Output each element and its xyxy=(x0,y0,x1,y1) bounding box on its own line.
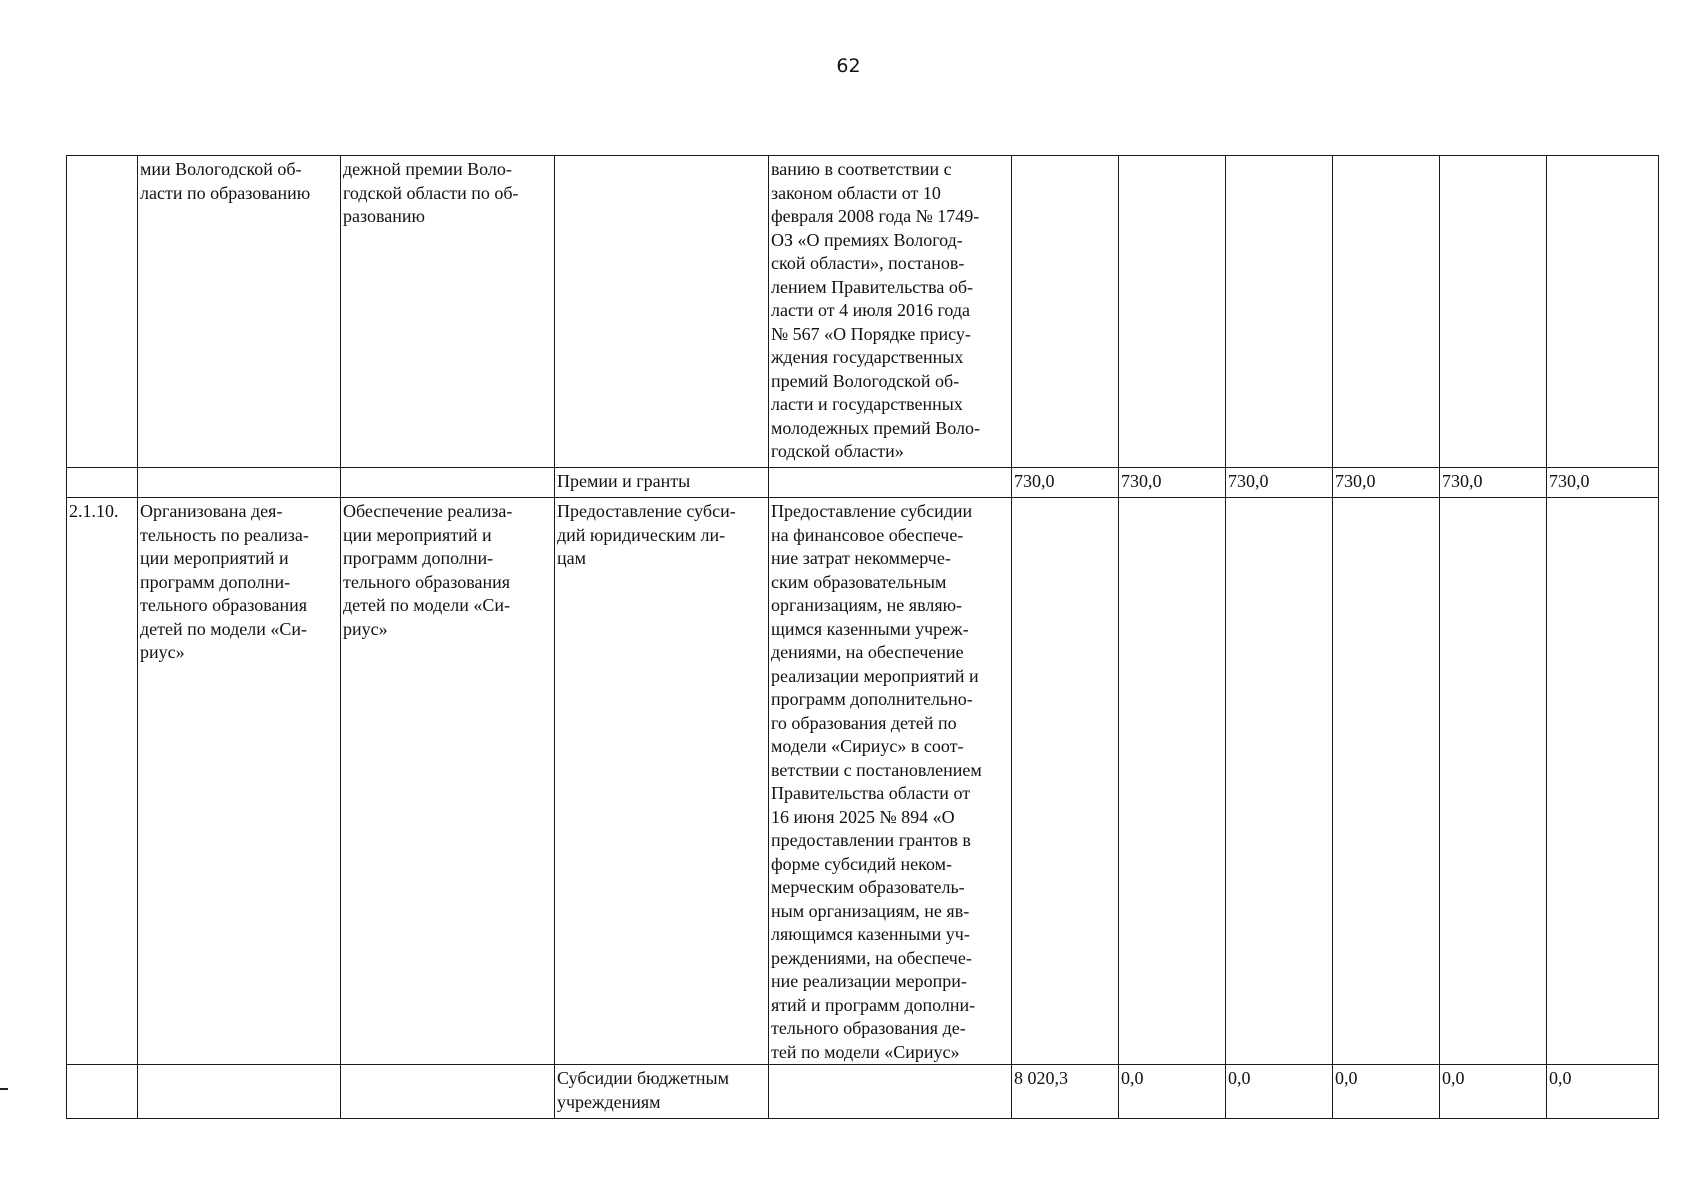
page-number: 62 xyxy=(836,55,861,77)
cell-description: ванию в соответствии с законом области от 10 февраля 2008 года № 1749- ОЗ «О премиях Вологод- ской области», постанов- лением Правительства об- ласти от 4 июля 2016 года № 567 «О Порядке прису- ждения государственных премий Вологодской об- ласти и государственных молодежных премий Воло- годской области» xyxy=(769,156,1012,468)
cell-number xyxy=(67,156,138,468)
cell-amount: 0,0 xyxy=(1547,1065,1659,1119)
scan-mark xyxy=(0,1088,8,1090)
cell-result xyxy=(138,1065,341,1119)
cell-amount: 730,0 xyxy=(1119,468,1226,498)
cell-amount: 8 020,3 xyxy=(1012,1065,1119,1119)
cell-number xyxy=(67,468,138,498)
cell-expense-type: Премии и гранты xyxy=(555,468,769,498)
table-row xyxy=(67,498,1659,1065)
cell-amount xyxy=(1547,156,1659,468)
cell-amount xyxy=(1119,156,1226,468)
cell-amount xyxy=(1119,498,1226,1065)
cell-expense-type: Предоставление субси- дий юридическим ли- цам xyxy=(555,498,769,1065)
cell-measure: Обеспечение реализа- ции мероприятий и программ дополни- тельного образования детей по модели «Си- риус» xyxy=(341,498,555,1065)
cell-expense-type xyxy=(555,156,769,468)
cell-measure xyxy=(341,468,555,498)
cell-amount xyxy=(1333,156,1440,468)
cell-amount: 730,0 xyxy=(1333,468,1440,498)
cell-amount: 0,0 xyxy=(1440,1065,1547,1119)
cell-result: мии Вологодской об- ласти по образованию xyxy=(138,156,341,468)
cell-number xyxy=(67,1065,138,1119)
cell-amount: 730,0 xyxy=(1226,468,1333,498)
cell-amount xyxy=(1012,156,1119,468)
cell-amount xyxy=(1547,498,1659,1065)
cell-measure: дежной премии Воло- годской области по об- разованию xyxy=(341,156,555,468)
cell-measure xyxy=(341,1065,555,1119)
cell-amount xyxy=(1333,498,1440,1065)
cell-result xyxy=(138,468,341,498)
table-row xyxy=(67,468,1659,498)
cell-amount: 0,0 xyxy=(1333,1065,1440,1119)
cell-number: 2.1.10. xyxy=(67,498,138,1065)
cell-amount: 730,0 xyxy=(1012,468,1119,498)
cell-amount: 730,0 xyxy=(1440,468,1547,498)
cell-amount: 730,0 xyxy=(1547,468,1659,498)
cell-amount xyxy=(1226,156,1333,468)
cell-amount xyxy=(1440,498,1547,1065)
cell-amount: 0,0 xyxy=(1119,1065,1226,1119)
cell-result: Организована дея- тельность по реализа- ции мероприятий и программ дополни- тельного образования детей по модели «Си- риус» xyxy=(138,498,341,1065)
cell-description: Предоставление субсидии на финансовое обеспече- ние затрат некоммерче- ским образовательным организациям, не являю- щимся казенными учреж- дениями, на обеспечение реализации мероприятий и программ дополнительно- го образования детей по модели «Сириус» в соот- ветствии с постановлением Правительства области от 16 июня 2025 № 894 «О предоставлении грантов в форме субсидий неком- мерческим образователь- ным организациям, не яв- ляющимся казенными уч- реждениями, на обеспече- ние реализации меропри- ятий и программ дополни- тельного образования де- тей по модели «Сириус» xyxy=(769,498,1012,1065)
cell-amount xyxy=(1440,156,1547,468)
table-row xyxy=(67,1065,1659,1119)
cell-description xyxy=(769,1065,1012,1119)
table-row xyxy=(67,156,1659,468)
cell-amount: 0,0 xyxy=(1226,1065,1333,1119)
cell-description xyxy=(769,468,1012,498)
cell-expense-type: Субсидии бюджетным учреждениям xyxy=(555,1065,769,1119)
cell-amount xyxy=(1226,498,1333,1065)
program-table xyxy=(66,155,1659,1119)
cell-amount xyxy=(1012,498,1119,1065)
